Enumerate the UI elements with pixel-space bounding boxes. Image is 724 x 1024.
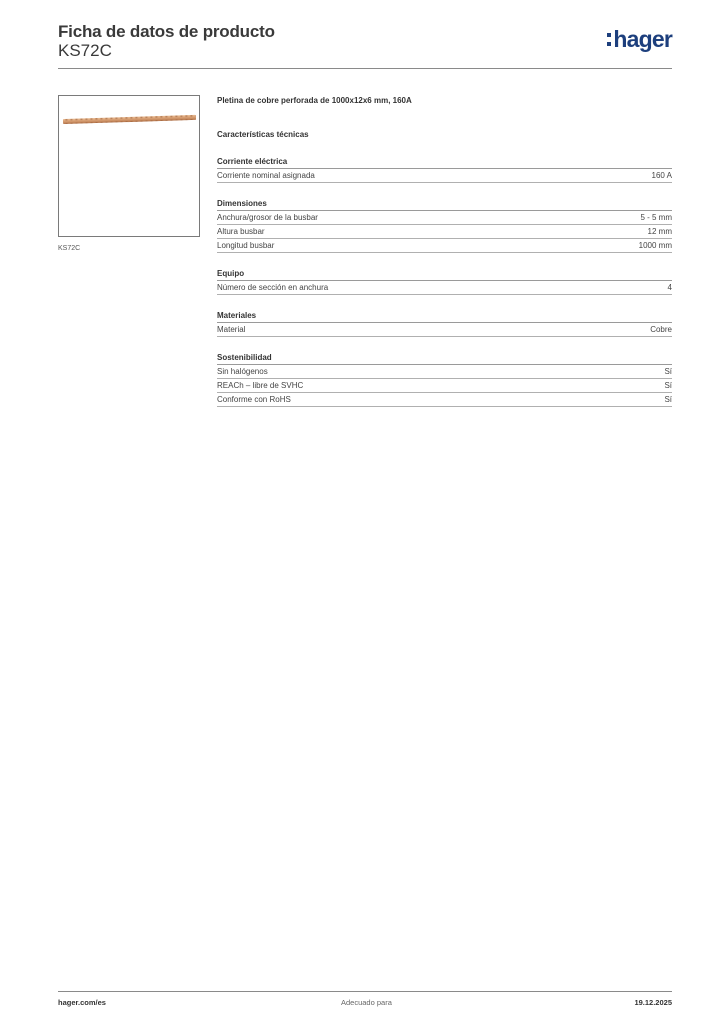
spec-label: Sin halógenos bbox=[217, 367, 268, 376]
spec-row bbox=[217, 365, 672, 379]
footer-suitable-for: Adecuado para bbox=[341, 998, 392, 1007]
product-code: KS72C bbox=[58, 41, 112, 60]
spec-value: 4 bbox=[667, 283, 672, 292]
spec-row bbox=[217, 379, 672, 393]
section-sustainability bbox=[217, 352, 672, 407]
spec-row bbox=[217, 169, 672, 183]
spec-row bbox=[217, 281, 672, 295]
section-title: Equipo bbox=[217, 268, 672, 281]
spec-value: 1000 mm bbox=[638, 241, 672, 250]
spec-row bbox=[217, 393, 672, 407]
logo-dots-icon bbox=[607, 33, 611, 46]
spec-label: Corriente nominal asignada bbox=[217, 171, 315, 180]
spec-value: Sí bbox=[664, 395, 672, 404]
section-equipment bbox=[217, 268, 672, 295]
logo-text: hager bbox=[613, 26, 672, 52]
spec-label: Conforme con RoHS bbox=[217, 395, 291, 404]
section-title: Dimensiones bbox=[217, 198, 672, 211]
spec-row bbox=[217, 225, 672, 239]
footer-website: hager.com/es bbox=[58, 998, 106, 1007]
section-title: Sostenibilidad bbox=[217, 352, 672, 365]
spec-label: Anchura/grosor de la busbar bbox=[217, 213, 318, 222]
spec-label: Número de sección en anchura bbox=[217, 283, 329, 292]
spec-row bbox=[217, 323, 672, 337]
spec-value: 12 mm bbox=[647, 227, 672, 236]
product-specs bbox=[217, 95, 672, 407]
copper-busbar-icon bbox=[59, 96, 199, 236]
spec-value: 5 - 5 mm bbox=[640, 213, 672, 222]
technical-characteristics-heading: Características técnicas bbox=[217, 130, 309, 139]
page-header bbox=[58, 20, 672, 68]
page-title: Ficha de datos de producto bbox=[58, 22, 275, 41]
section-title: Materiales bbox=[217, 310, 672, 323]
spec-label: Material bbox=[217, 325, 246, 334]
spec-value: Sí bbox=[664, 367, 672, 376]
hager-logo bbox=[607, 26, 672, 56]
spec-label: Altura busbar bbox=[217, 227, 265, 236]
footer-divider bbox=[58, 991, 672, 992]
section-dimensions bbox=[217, 198, 672, 253]
spec-value: 160 A bbox=[651, 171, 672, 180]
spec-row bbox=[217, 211, 672, 225]
product-description: Pletina de cobre perforada de 1000x12x6 mm, 160A bbox=[217, 96, 412, 105]
image-caption: KS72C bbox=[58, 245, 81, 252]
spec-value: Cobre bbox=[650, 325, 672, 334]
product-image bbox=[58, 95, 200, 237]
section-title: Corriente eléctrica bbox=[217, 156, 672, 169]
spec-row bbox=[217, 239, 672, 253]
spec-label: Longitud busbar bbox=[217, 241, 275, 250]
header-divider bbox=[58, 68, 672, 69]
spec-label: REACh – libre de SVHC bbox=[217, 381, 304, 390]
section-materials bbox=[217, 310, 672, 337]
section-electrical-current bbox=[217, 156, 672, 183]
spec-value: Sí bbox=[664, 381, 672, 390]
footer-date: 19.12.2025 bbox=[634, 998, 672, 1007]
